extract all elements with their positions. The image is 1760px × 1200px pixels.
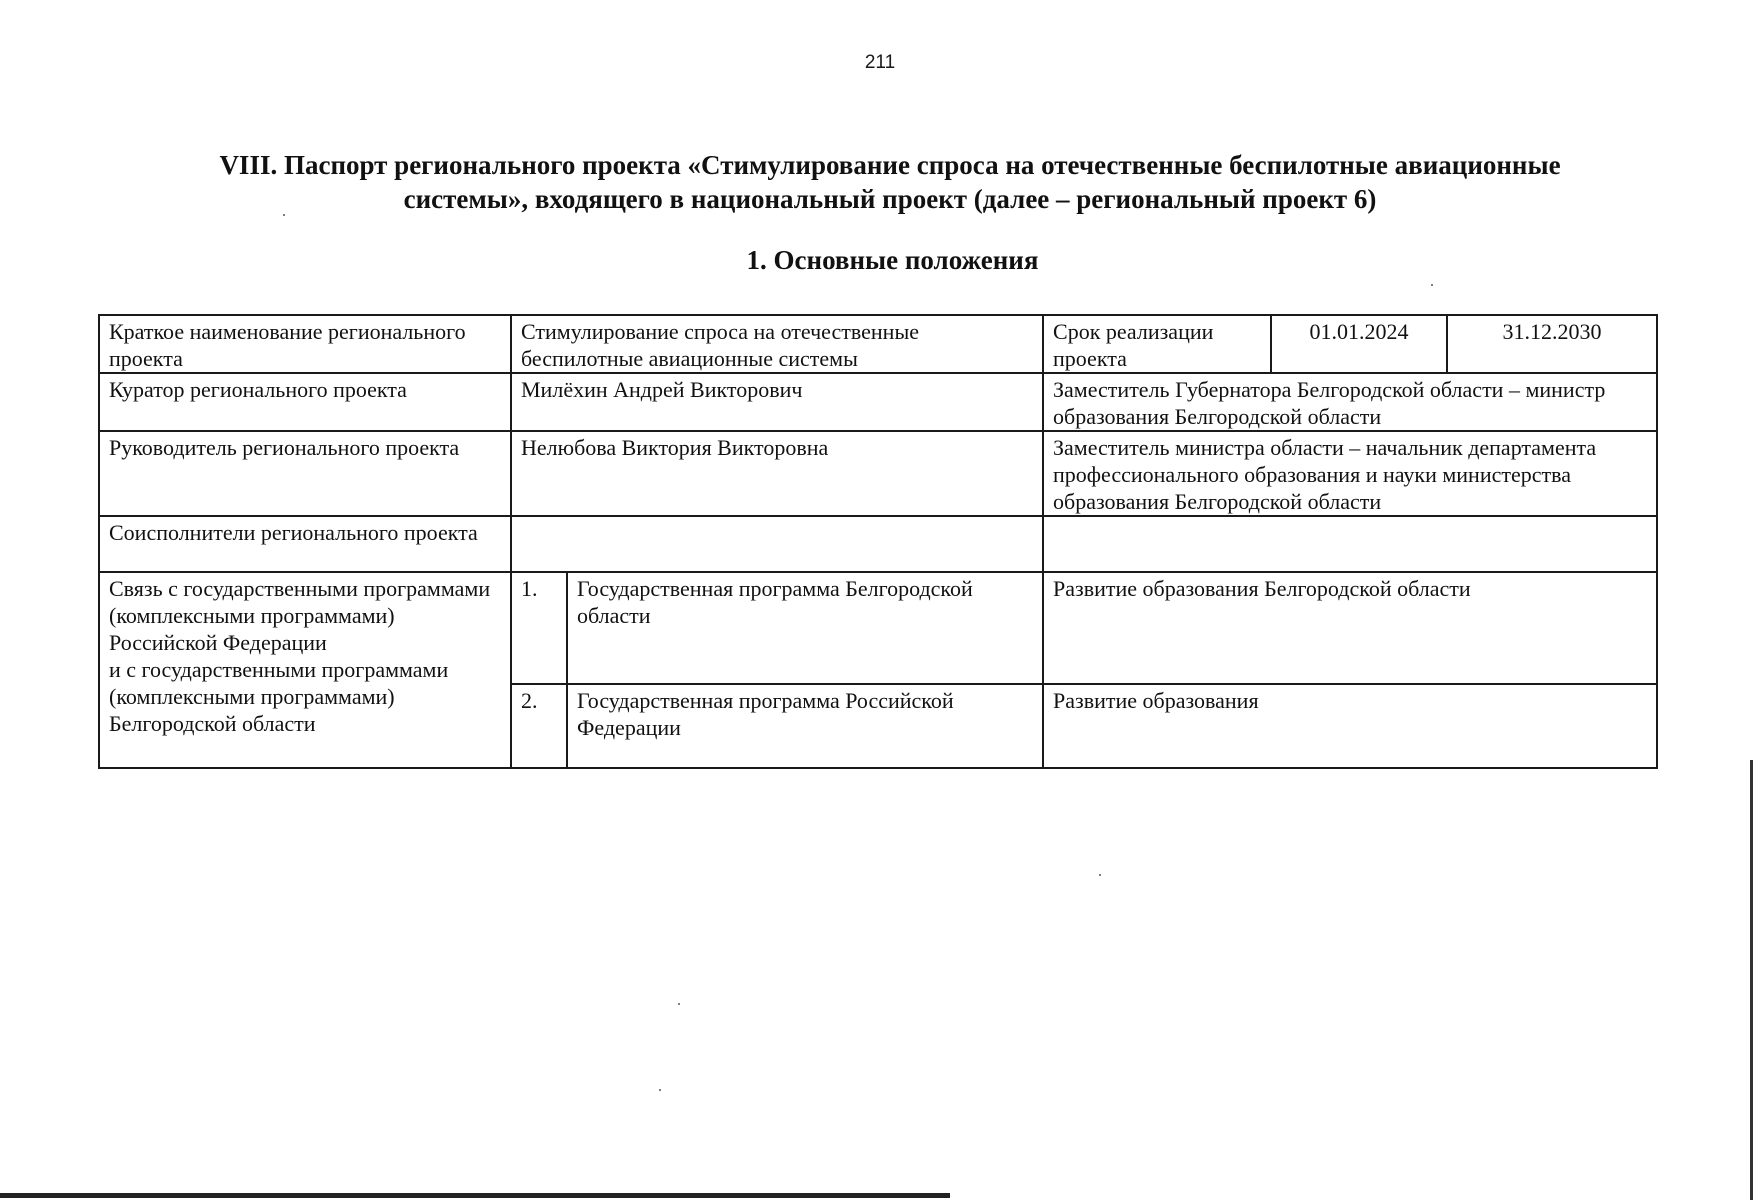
- program-number: 2.: [511, 684, 567, 768]
- document-title: VIII. Паспорт регионального проекта «Стимулирование спроса на отечественные беспилотные авиационные системы», входящего в национальный проект (далее – региональный проект 6): [219, 150, 1561, 214]
- table-row: [99, 315, 1657, 373]
- head-position: Заместитель министра области – начальник департамента профессионального образования и науки министерства образования Белгородской области: [1043, 431, 1657, 516]
- scan-speck: [1099, 874, 1101, 876]
- program-number: 1.: [511, 572, 567, 684]
- co-executors-label: Соисполнители регионального проекта: [99, 516, 511, 572]
- curator-position: Заместитель Губернатора Белгородской области – министр образования Белгородской области: [1043, 373, 1657, 431]
- short-name-value: Стимулирование спроса на отечественные беспилотные авиационные системы: [511, 315, 1043, 373]
- programs-link-label-regional: и с государственными программами (комплексными программами) Белгородской области: [109, 657, 449, 736]
- start-date: 01.01.2024: [1271, 315, 1447, 373]
- program-name: Развитие образования Белгородской области: [1043, 572, 1657, 684]
- scan-speck: [1431, 284, 1433, 286]
- programs-link-label: [99, 572, 511, 768]
- term-label: Срок реализации проекта: [1043, 315, 1271, 373]
- end-date: 31.12.2030: [1447, 315, 1657, 373]
- scan-speck: [283, 214, 285, 216]
- table-row: [99, 373, 1657, 431]
- scan-speck: [678, 1003, 680, 1005]
- head-label: Руководитель регионального проекта: [99, 431, 511, 516]
- head-name: Нелюбова Виктория Викторовна: [511, 431, 1043, 516]
- co-executors-name: [511, 516, 1043, 572]
- program-type: Государственная программа Белгородской области: [567, 572, 1043, 684]
- program-name: Развитие образования: [1043, 684, 1657, 768]
- table-row: [99, 516, 1657, 572]
- section-title: 1. Основные положения: [746, 245, 1039, 275]
- project-passport-table: [98, 314, 1658, 769]
- table-row: [99, 431, 1657, 516]
- table-row: [99, 572, 1657, 684]
- scan-bottom-edge: [0, 1193, 950, 1198]
- program-type: Государственная программа Российской Федерации: [567, 684, 1043, 768]
- page-number: 211: [864, 52, 896, 73]
- short-name-label: Краткое наименование регионального проекта: [99, 315, 511, 373]
- co-executors-position: [1043, 516, 1657, 572]
- scan-right-edge: [1750, 760, 1753, 1200]
- programs-link-label-federal: Связь с государственными программами (комплексными программами) Российской Федерации: [109, 576, 491, 655]
- curator-name: Милёхин Андрей Викторович: [511, 373, 1043, 431]
- curator-label: Куратор регионального проекта: [99, 373, 511, 431]
- scan-speck: [659, 1089, 661, 1091]
